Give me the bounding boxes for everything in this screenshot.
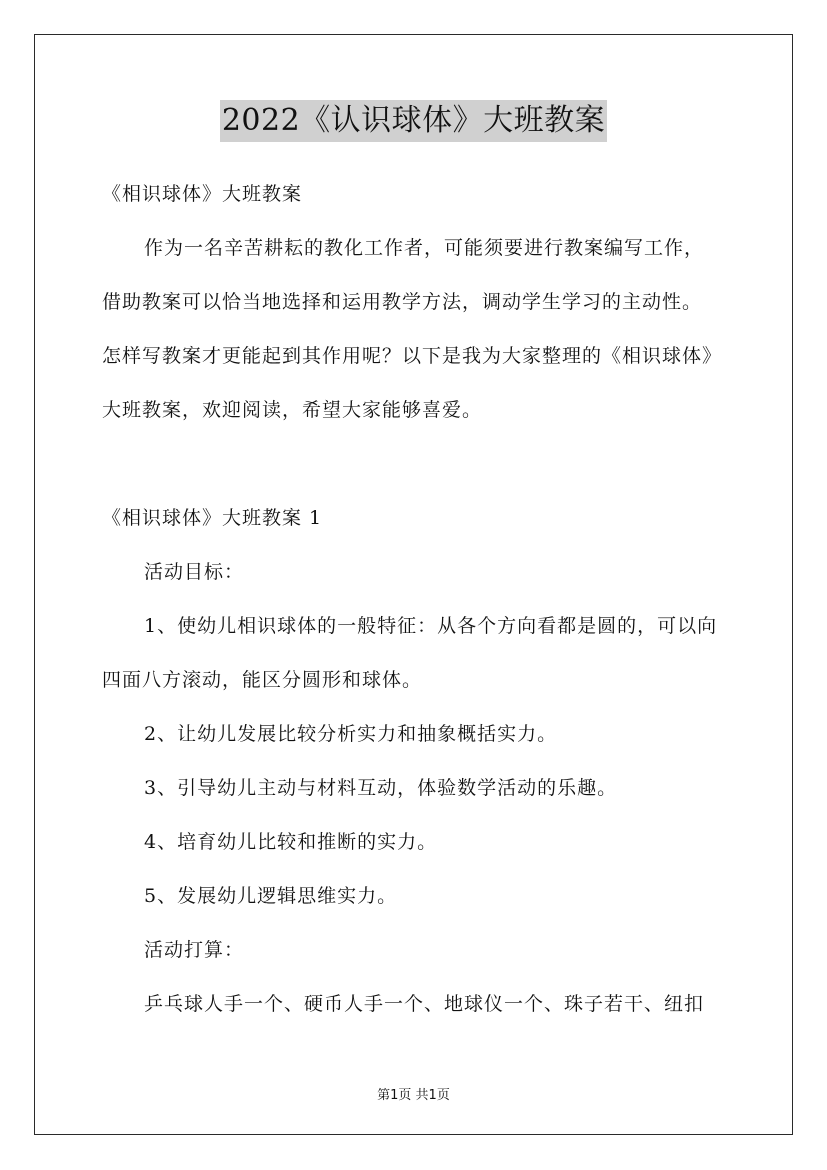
- document-title: 2022《认识球体》大班教案: [220, 100, 607, 142]
- page-footer: 第1页 共1页: [377, 1088, 450, 1103]
- paragraph-line: 借助教案可以恰当地选择和运用教学方法，调动学生学习的主动性。: [102, 291, 703, 313]
- paragraph-line: 5、发展幼儿逻辑思维实力。: [144, 885, 398, 907]
- paragraph-line: 活动目标：: [144, 561, 245, 583]
- title-container: [0, 100, 827, 142]
- paragraph-line: 乒乓球人手一个、硬币人手一个、地球仪一个、珠子若干、纽扣: [144, 993, 705, 1015]
- section-heading: 《相识球体》大班教案 1: [102, 507, 323, 529]
- paragraph-line: 2、让幼儿发展比较分析实力和抽象概括实力。: [144, 723, 558, 745]
- paragraph-line: 四面八方滚动，能区分圆形和球体。: [102, 669, 423, 691]
- paragraph-line: 怎样写教案才更能起到其作用呢？以下是我为大家整理的《相识球体》: [102, 345, 723, 367]
- paragraph-line: 4、培育幼儿比较和推断的实力。: [144, 831, 438, 853]
- paragraph-line: 1、使幼儿相识球体的一般特征：从各个方向看都是圆的，可以向: [144, 615, 718, 637]
- paragraph-line: 大班教案，欢迎阅读，希望大家能够喜爱。: [102, 399, 483, 421]
- paragraph-line: 3、引导幼儿主动与材料互动，体验数学活动的乐趣。: [144, 777, 618, 799]
- paragraph-line: 作为一名辛苦耕耘的教化工作者，可能须要进行教案编写工作，: [144, 237, 705, 259]
- paragraph-line: 活动打算：: [144, 939, 245, 961]
- section-heading: 《相识球体》大班教案: [102, 183, 303, 205]
